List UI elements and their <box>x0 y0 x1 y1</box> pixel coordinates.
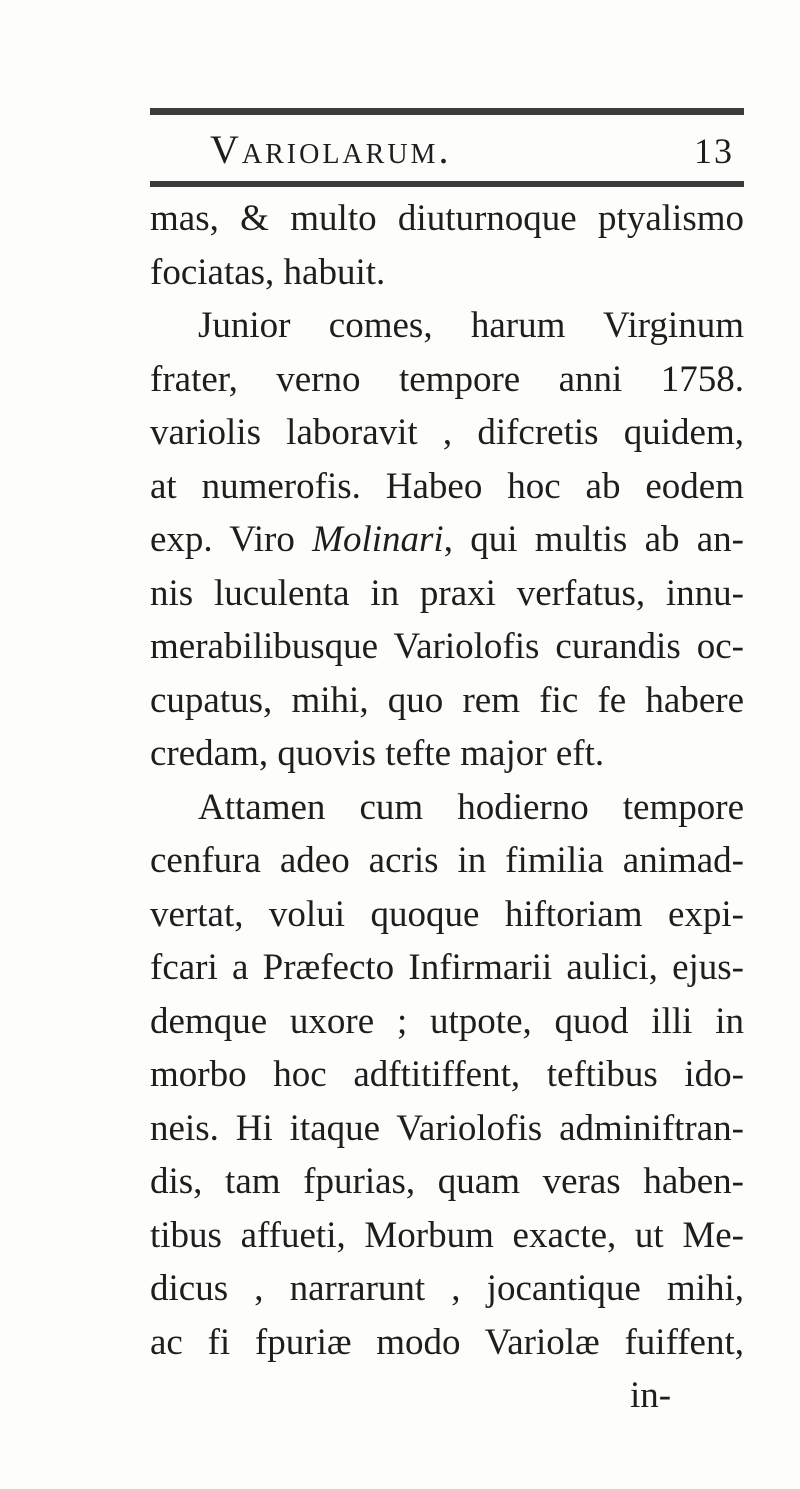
text-line: merabilibusque Variolofis curandis oc- <box>150 626 744 667</box>
catchword: in- <box>630 1375 672 1416</box>
text-line: fcari a Præfecto Infirmarii aulici, ejus- <box>150 947 744 988</box>
text-line: credam, quovis tefte major eft. <box>150 733 605 774</box>
text-line: neis. Hi itaque Variolofis adminiftran- <box>150 1107 744 1149</box>
header-rule-bottom <box>150 181 744 187</box>
text-line: morbo hoc adftitiffent, teftibus ido- <box>150 1054 744 1095</box>
text-line: cenfura adeo acris in fimilia animad- <box>150 840 744 881</box>
text-line: Junior comes, harum Virginum <box>198 305 744 346</box>
running-title: Variolarum. <box>210 127 452 172</box>
text-fragment: exp. Viro <box>150 519 295 560</box>
text-line: ac fi fpuriæ modo Variolæ fuiffent, <box>150 1321 744 1363</box>
text-line: demque uxore ; utpote, quod illi in <box>150 1000 744 1042</box>
text-line: Attamen cum hodierno tempore <box>198 786 744 828</box>
text-line: tibus affueti, Morbum exacte, ut Me- <box>150 1214 744 1256</box>
running-head <box>150 112 744 182</box>
text-line <box>150 513 744 567</box>
text-line: frater, verno tempore anni 1758. <box>150 358 744 400</box>
text-line: fociatas, habuit. <box>150 251 386 293</box>
text-line: dicus , narrarunt , jocantique mihi, <box>150 1268 744 1309</box>
text-fragment: , qui multis ab an- <box>443 519 745 560</box>
body-text <box>150 192 744 1423</box>
text-line: at numerofis. Habeo hoc ab eodem <box>150 465 744 507</box>
text-line: mas, & multo diuturnoque ptyalismo <box>150 198 744 239</box>
text-line: variolis laboravit , difcretis quidem, <box>150 412 744 453</box>
text-line: vertat, volui quoque hiftoriam expi- <box>150 893 744 935</box>
text-line: nis luculenta in praxi verfatus, innu- <box>150 572 744 614</box>
page-number: 13 <box>694 131 734 171</box>
text-line: cupatus, mihi, quo rem fic fe habere <box>150 679 744 721</box>
person-name: Molinari <box>312 519 444 560</box>
text-line: dis, tam fpurias, quam veras haben- <box>150 1161 744 1202</box>
